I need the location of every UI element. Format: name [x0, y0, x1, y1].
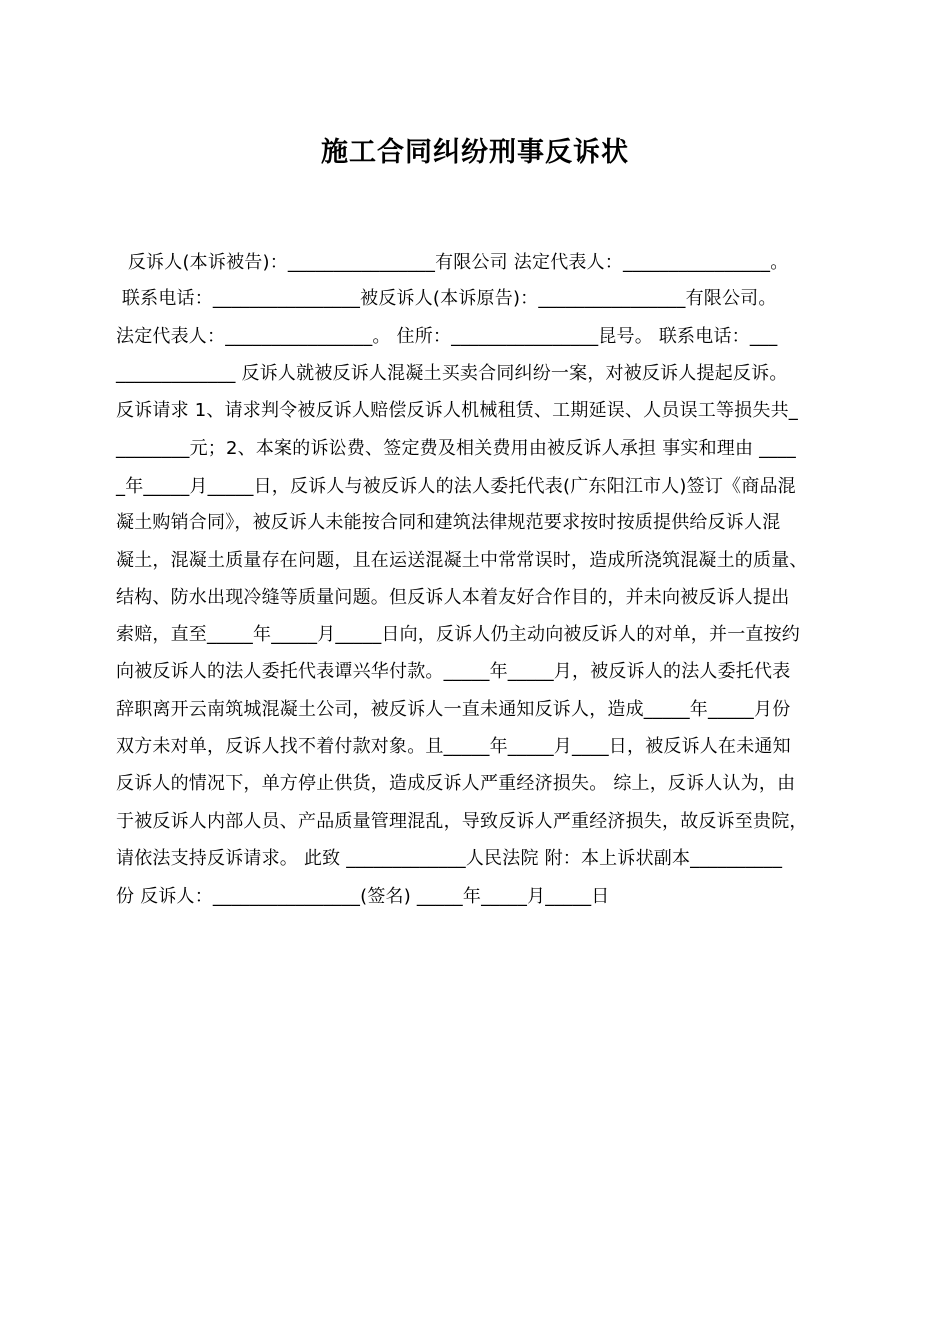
body-line-11: 索赔，直至_____年_____月_____日向，反诉人仍主动向被反诉人的对单，并一直按约: [116, 624, 800, 645]
body-line-17: 请依法支持反诉请求。 此致 _____________人民法院 附：本上诉状副本__________: [116, 848, 783, 869]
body-line-1: 反诉人(本诉被告)：________________有限公司 法定代表人：________________。: [116, 252, 789, 273]
body-line-14: 双方未对单，反诉人找不着付款对象。且_____年_____月____日，被反诉人在未通知: [116, 736, 791, 757]
body-line-4: _____________ 反诉人就被反诉人混凝土买卖合同纠纷一案，对被反诉人提起反诉。: [116, 363, 788, 384]
body-line-9: 凝土，混凝土质量存在问题，且在运送混凝土中常常误时，造成所浇筑混凝土的质量、: [116, 550, 808, 571]
document-title: 施工合同纠纷刑事反诉状: [321, 137, 629, 168]
body-line-6: ________元；2、本案的诉讼费、签定费及相关费用由被反诉人承担 事实和理由 ____: [116, 438, 796, 459]
body-line-7: _年_____月_____日，反诉人与被反诉人的法人委托代表(广东阳江市人)签订《商品混: [116, 476, 796, 497]
body-line-8: 凝土购销合同》，被反诉人未能按合同和建筑法律规范要求按时按质提供给反诉人混: [116, 512, 781, 533]
body-line-5: 反诉请求 1、请求判令被反诉人赔偿反诉人机械租赁、工期延误、人员误工等损失共_: [116, 400, 798, 421]
body-line-12: 向被反诉人的法人委托代表谭兴华付款。_____年_____月，被反诉人的法人委托代表: [116, 661, 791, 682]
body-line-13: 辞职离开云南筑城混凝土公司，被反诉人一直未通知反诉人，造成_____年_____月份: [116, 699, 791, 720]
body-line-10: 结构、防水出现冷缝等质量问题。但反诉人本着友好合作目的，并未向被反诉人提出: [116, 587, 790, 608]
body-line-16: 于被反诉人内部人员、产品质量管理混乱，导致反诉人严重经济损失，故反诉至贵院，: [116, 811, 808, 832]
body-line-3: 法定代表人：________________。 住所：________________昆号。 联系电话：___: [116, 326, 778, 347]
body-line-2: 联系电话：________________被反诉人(本诉原告)：________________有限公司。: [116, 288, 777, 309]
body-line-18: 份 反诉人：________________(签名) _____年_____月_____日: [116, 886, 610, 907]
body-line-15: 反诉人的情况下，单方停止供货，造成反诉人严重经济损失。 综上，反诉人认为，由: [116, 773, 796, 794]
